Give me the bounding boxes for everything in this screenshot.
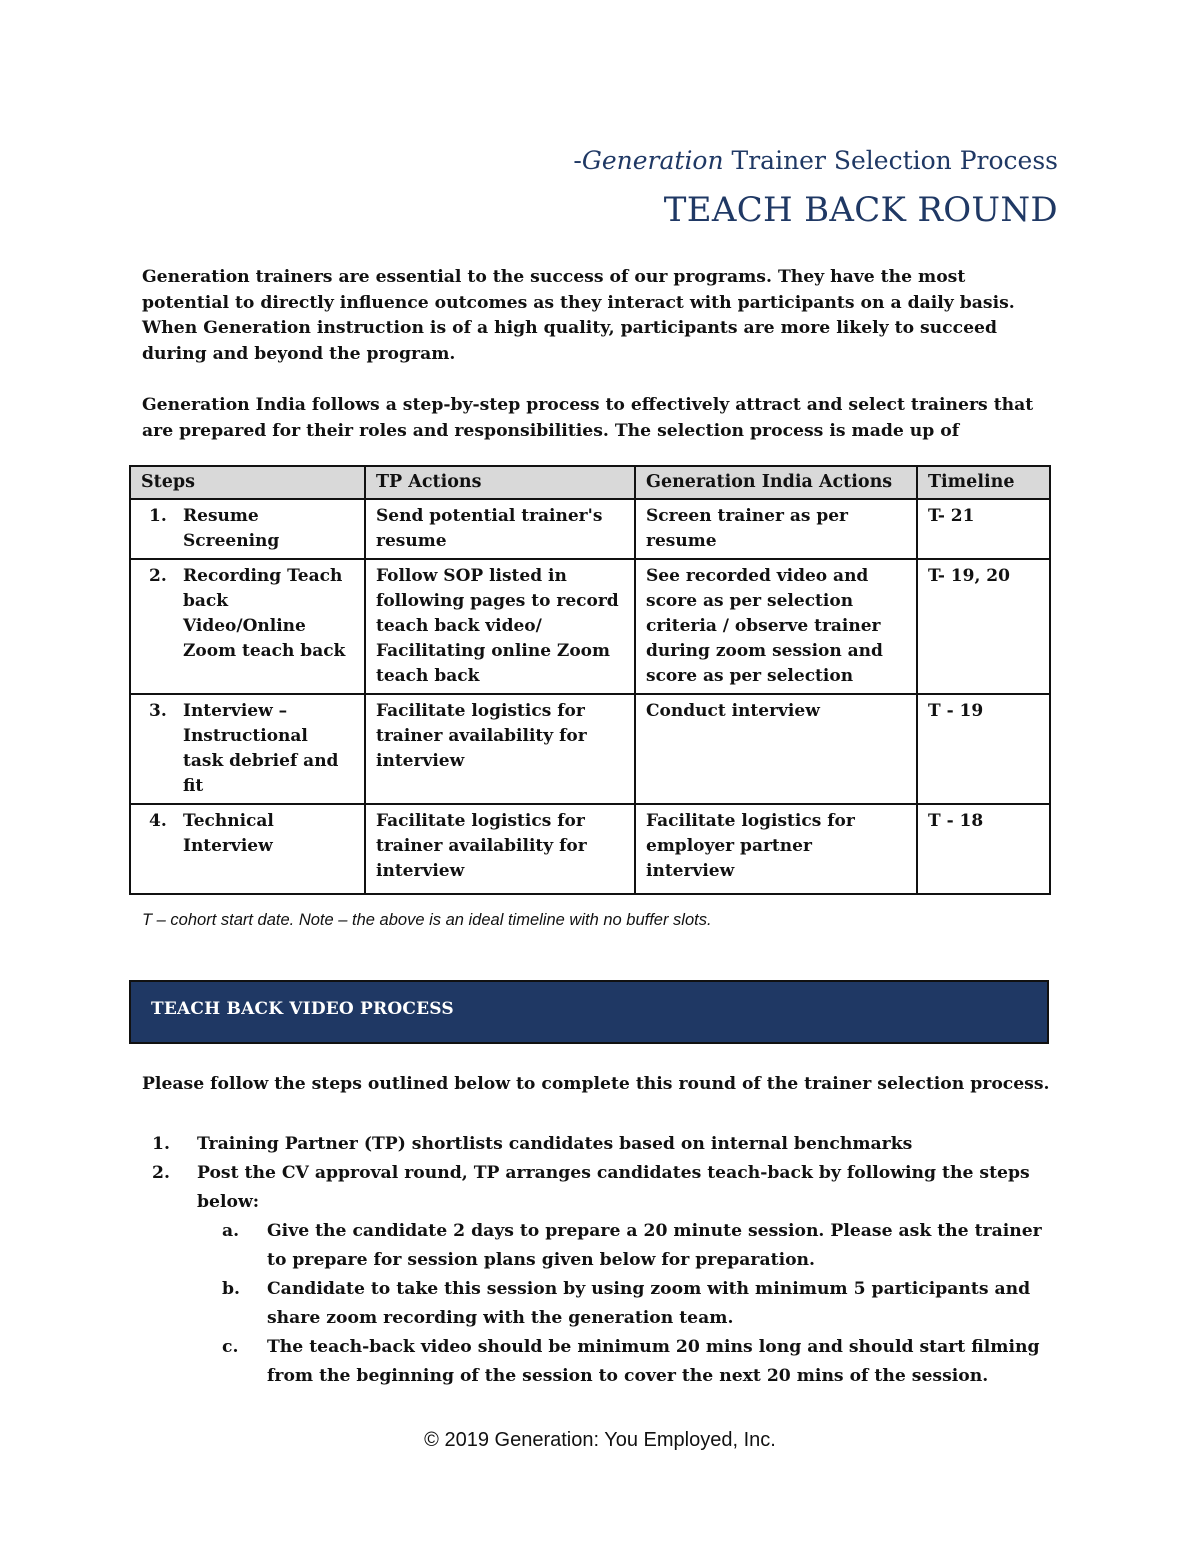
list-item	[142, 1159, 1062, 1217]
sub-list-item	[142, 1275, 1062, 1333]
step-name: Resume Screening	[183, 506, 280, 551]
document-subtitle	[573, 143, 1058, 179]
sub-list-item-letter: a.	[222, 1221, 240, 1241]
table-row	[130, 694, 1050, 804]
section-banner-label: TEACH BACK VIDEO PROCESS	[151, 999, 454, 1019]
step-cell	[130, 694, 365, 804]
tp-action-cell: Facilitate logistics for trainer availability for interview	[365, 804, 635, 894]
column-header-tp-actions: TP Actions	[365, 466, 635, 499]
intro-paragraph-2: Generation India follows a step-by-step process to effectively attract and select trainers that are prepared for their roles and responsibilities. The selection process is made up of	[142, 395, 1034, 441]
tp-action-cell: Follow SOP listed in following pages to record teach back video/ Facilitating online Zoom teach back	[365, 559, 635, 694]
column-header-gi-actions: Generation India Actions	[635, 466, 917, 499]
gi-action-cell: Conduct interview	[635, 694, 917, 804]
column-header-steps: Steps	[130, 466, 365, 499]
table-row	[130, 559, 1050, 694]
page-title: TEACH BACK ROUND	[663, 190, 1058, 230]
timeline-cell: T- 19, 20	[917, 559, 1050, 694]
timeline-cell: T - 18	[917, 804, 1050, 894]
step-cell	[130, 804, 365, 894]
list-item-number: 2.	[152, 1163, 170, 1183]
step-cell	[130, 559, 365, 694]
list-item-text: Training Partner (TP) shortlists candidates based on internal benchmarks	[197, 1134, 913, 1154]
step-name: Interview – Instructional task debrief and fit	[183, 701, 339, 796]
document-header	[573, 143, 1058, 235]
tp-action-cell: Send potential trainer's resume	[365, 499, 635, 559]
step-number: 1.	[149, 506, 167, 526]
table-row	[130, 499, 1050, 559]
section-banner	[129, 980, 1049, 1044]
gi-action-cell: See recorded video and score as per selection criteria / observe trainer during zoom session and score as per selection	[635, 559, 917, 694]
instruction-list	[142, 1130, 1062, 1391]
column-header-timeline: Timeline	[917, 466, 1050, 499]
subtitle-italic: Generation	[581, 146, 724, 175]
gi-action-cell: Screen trainer as per resume	[635, 499, 917, 559]
step-number: 4.	[149, 811, 167, 831]
subtitle-prefix: -	[573, 146, 582, 175]
list-item-text: Post the CV approval round, TP arranges candidates teach-back by following the steps below:	[197, 1163, 1030, 1212]
sub-list-item-letter: b.	[222, 1279, 241, 1299]
step-cell	[130, 499, 365, 559]
intro-paragraph-1: Generation trainers are essential to the success of our programs. They have the most potential to directly influence outcomes as they interact with participants on a daily basis. When Generation instruction is of a high quality, participants are more likely to succeed during and beyond the program.	[142, 267, 1015, 364]
step-name: Technical Interview	[183, 811, 274, 856]
step-number: 2.	[149, 566, 167, 586]
subtitle-rest: Trainer Selection Process	[723, 146, 1058, 175]
timeline-note: T – cohort start date. Note – the above is an ideal timeline with no buffer slots.	[142, 911, 712, 929]
page-footer: © 2019 Generation: You Employed, Inc.	[424, 1429, 776, 1451]
sub-list-item-text: Give the candidate 2 days to prepare a 20 minute session. Please ask the trainer to prepare for session plans given below for preparation.	[267, 1221, 1042, 1270]
sub-list-item-text: The teach-back video should be minimum 20 mins long and should start filming from the beginning of the session to cover the next 20 mins of the session.	[267, 1337, 1040, 1386]
timeline-cell: T- 21	[917, 499, 1050, 559]
sub-list-item	[142, 1217, 1062, 1275]
tp-action-cell: Facilitate logistics for trainer availability for interview	[365, 694, 635, 804]
instructions-intro: Please follow the steps outlined below to complete this round of the trainer selection process.	[142, 1074, 1050, 1094]
list-item	[142, 1130, 1062, 1159]
gi-action-cell: Facilitate logistics for employer partner interview	[635, 804, 917, 894]
sub-list-item-text: Candidate to take this session by using zoom with minimum 5 participants and share zoom recording with the generation team.	[267, 1279, 1031, 1328]
table-header-row	[130, 466, 1050, 499]
table-row	[130, 804, 1050, 894]
timeline-cell: T - 19	[917, 694, 1050, 804]
step-name: Recording Teach back Video/Online Zoom teach back	[183, 566, 346, 661]
selection-steps-table	[129, 465, 1051, 895]
list-item-number: 1.	[152, 1134, 170, 1154]
sub-list-item-letter: c.	[222, 1337, 239, 1357]
sub-list-item	[142, 1333, 1062, 1391]
step-number: 3.	[149, 701, 167, 721]
